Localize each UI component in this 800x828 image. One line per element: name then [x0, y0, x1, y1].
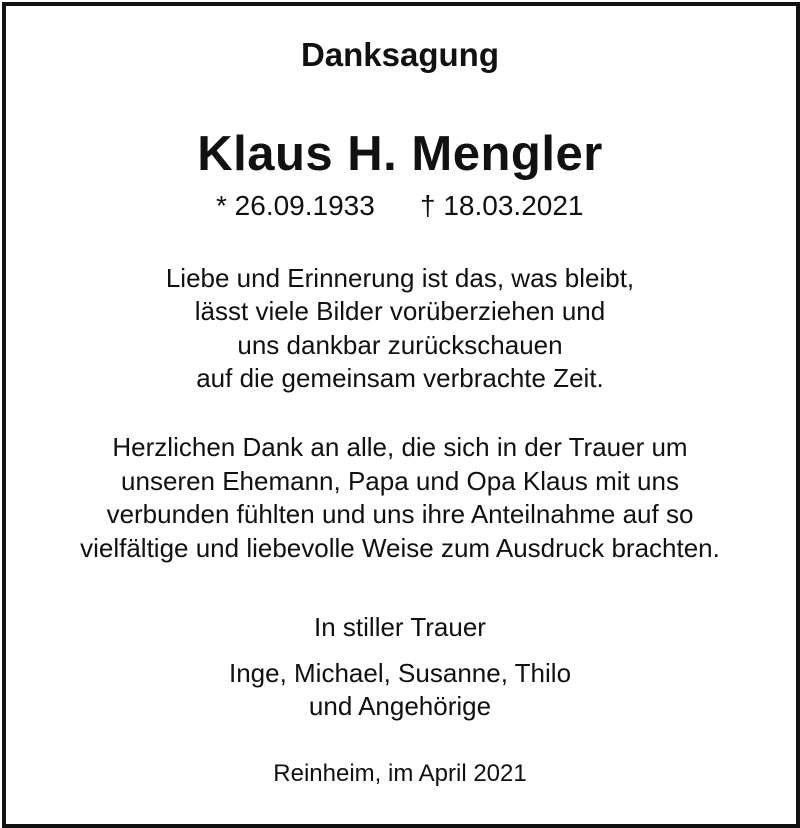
deceased-name: Klaus H. Mengler [197, 127, 603, 181]
thanks-line: unseren Ehemann, Papa und Opa Klaus mit uns [121, 466, 679, 496]
thanks-line: verbunden fühlten und uns ihre Anteilnahme auf so [106, 499, 694, 529]
verse-line: lässt viele Bilder vorüberziehen und [194, 296, 606, 326]
thanks-line: vielfältige und liebevolle Weise zum Ausdruck brachten. [80, 533, 720, 563]
verse-line: uns dankbar zurückschauen [237, 330, 563, 360]
birth-date: * 26.09.1933 [216, 190, 375, 221]
verse-line: auf die gemeinsam verbrachte Zeit. [196, 363, 604, 393]
mourning-phrase: In stiller Trauer [314, 612, 486, 642]
thanks-line: Herzlichen Dank an alle, die sich in der Trauer um [112, 432, 688, 462]
signatory-line: und Angehörige [308, 691, 492, 721]
death-date: † 18.03.2021 [420, 190, 584, 221]
notice-heading: Danksagung [300, 36, 500, 73]
verse-line: Liebe und Erinnerung ist das, was bleibt, [165, 263, 635, 293]
signatory-line: Inge, Michael, Susanne, Thilo [228, 658, 572, 688]
place-and-date: Reinheim, im April 2021 [273, 760, 527, 787]
